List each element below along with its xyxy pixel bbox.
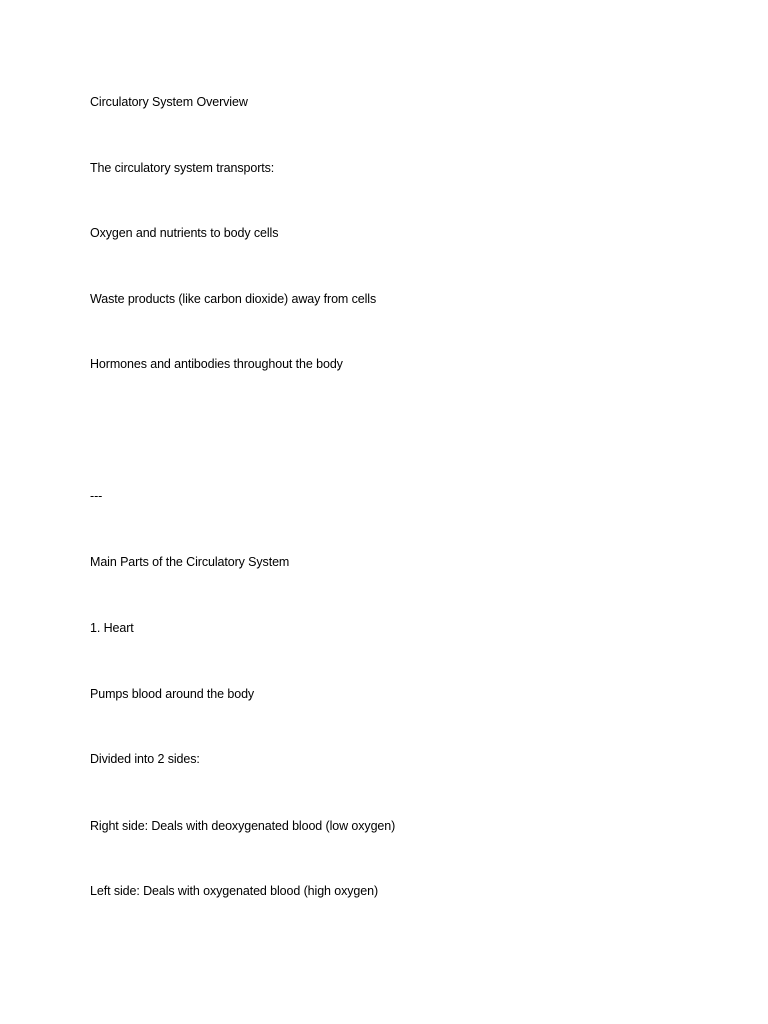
heart-side-item: Right side: Deals with deoxygenated blood (low oxygen) <box>90 819 396 833</box>
intro-text: The circulatory system transports: <box>90 161 275 175</box>
transport-item: Hormones and antibodies throughout the body <box>90 357 343 371</box>
heart-side-item: Left side: Deals with oxygenated blood (high oxygen) <box>90 884 379 898</box>
heart-description: Pumps blood around the body <box>90 687 255 701</box>
subsection-heading: 1. Heart <box>90 621 134 635</box>
section-heading: Main Parts of the Circulatory System <box>90 555 290 569</box>
section-divider: --- <box>90 489 103 503</box>
heart-description: Divided into 2 sides: <box>90 752 200 766</box>
transport-item: Oxygen and nutrients to body cells <box>90 226 279 240</box>
document-title: Circulatory System Overview <box>90 95 248 109</box>
transport-item: Waste products (like carbon dioxide) away from cells <box>90 292 377 306</box>
